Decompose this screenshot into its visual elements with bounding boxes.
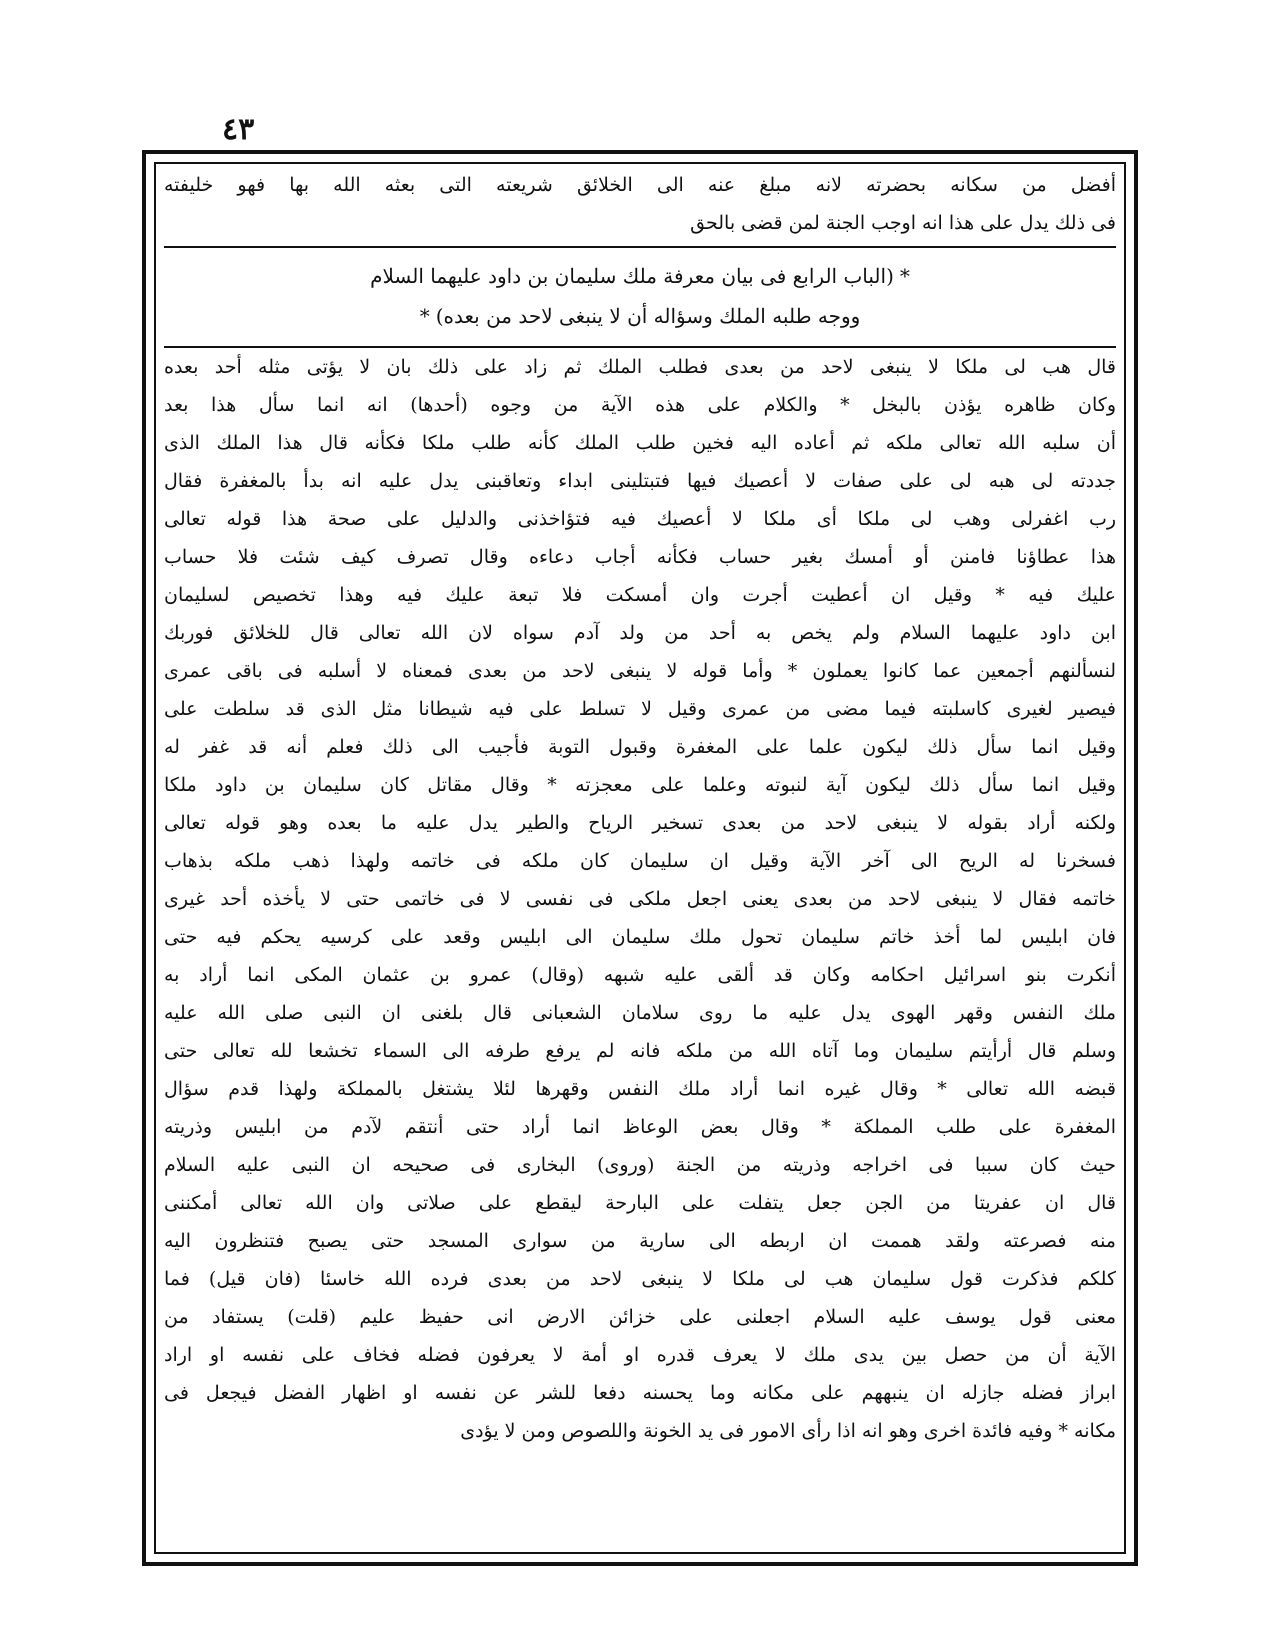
text-line: حيث كان سببا فى اخراجه وذريته من الجنة (وروى) البخارى فى صحيحه ان النبى عليه السلام xyxy=(164,1154,1116,1176)
text-line: جددته لى هبه لى على صفات لا أعصيك فيها فتبتلينى ابداء وتعاقبنى يدل عليه انه بدأ بالمغفرة فقال xyxy=(164,470,1116,492)
text-line: ابن داود عليهما السلام ولم يخص به أحد من ولد آدم سواه لان الله تعالى قال للخلائق فوربك xyxy=(164,622,1116,644)
text-line: هذا عطاؤنا فامنن أو أمسك بغير حساب فكأنه أجاب دعاءه وقال تصرف كيف شئت فلا حساب xyxy=(164,546,1116,568)
heading-text: (الباب الرابع فى بيان معرفة ملك سليمان بن داود عليهما السلام xyxy=(370,264,894,288)
chapter-heading xyxy=(164,248,1116,342)
text-line: قال هب لى ملكا لا ينبغى لاحد من بعدى فطلب الملك ثم زاد على ذلك بان لا يؤتى مثله أحد بعده xyxy=(164,356,1116,378)
text-line: مكانه * وفيه فائدة اخرى وهو انه اذا رأى الامور فى يد الخونة واللصوص ومن لا يؤدى xyxy=(460,1420,1116,1442)
text-line: رب اغفرلى وهب لى ملكا أى ملكا لا أعصيك فيه فتؤاخذنى والدليل على صحة هذا قوله تعالى xyxy=(164,508,1116,530)
text-line: فسخرنا له الريح الى آخر الآية وقيل ان سليمان كان ملكه فى خاتمه ولهذا ذهب ملكه بذهاب xyxy=(164,850,1116,872)
main-text-block xyxy=(164,348,1116,1450)
text-line: أنكرت بنو اسرائيل احكامه وكان قد ألقى عليه شبهه (وقال) عمرو بن عثمان المكى انما أراد به xyxy=(164,964,1116,986)
text-line: معنى قول يوسف عليه السلام اجعلنى على خزائن الارض انى حفيظ عليم (قلت) يستفاد من xyxy=(164,1306,1116,1328)
text-line: وقيل انما سأل ذلك ليكون علما على المغفرة وقبول التوبة فأجيب الى ذلك فعلم أنه قد غفر له xyxy=(164,736,1116,758)
intro-block xyxy=(164,166,1116,242)
heading-line xyxy=(164,296,1116,336)
text-line: لنسألنهم أجمعين عما كانوا يعملون * وأما قوله لا ينبغى لاحد من بعدى فمعناه لا أسلبه فى باقى عمرى xyxy=(164,660,1116,682)
text-line: الآية أن من حصل بين يدى ملك لا يعرف قدره او أمة لا يعرفون فضله فخاف على نفسه او اراد xyxy=(164,1344,1116,1366)
text-line: فى ذلك يدل على هذا انه اوجب الجنة لمن قضى بالحق xyxy=(690,212,1116,234)
text-line: أن سلبه الله تعالى ملكه ثم أعاده اليه فخين طلب الملك كأنه طلب ملكا فكأنه قال هذا الملك الذى xyxy=(164,432,1116,454)
text-line: خاتمه فقال لا ينبغى لاحد من بعدى يعنى اجعل ملكى فى نفسى لا فى خاتمى حتى لا يأخذه أحد غيرى xyxy=(164,888,1116,910)
text-line: وسلم قال أرأيتم سليمان وما آتاه الله من ملكه فانه لم يرفع طرفه الى السماء تخشعا لله تعالى حتى xyxy=(164,1040,1116,1062)
text-line: كلكم فذكرت قول سليمان هب لى ملكا لا ينبغى لاحد من بعدى فرده الله خاسئا (فان قيل) فما xyxy=(164,1268,1116,1290)
text-line: فيصير لغيرى كاسلبته فيما مضى من عمرى وقيل لا تسلط على فيه شيطانا مثل الذى قد سلطت على xyxy=(164,698,1116,720)
heading-marker: * xyxy=(419,304,430,328)
text-line: أفضل من سكانه بحضرته لانه مبلغ عنه الى الخلائق شريعته التى بعثه الله بها فهو خليفته xyxy=(164,174,1116,196)
heading-text: ووجه طلبه الملك وسؤاله أن لا ينبغى لاحد من بعده) xyxy=(435,304,861,328)
text-line: عليك فيه * وقيل ان أعطيت أجرت وان أمسكت فلا تبعة عليك فيه وهذا تخصيص لسليمان xyxy=(164,584,1116,606)
heading-marker: * xyxy=(899,264,910,288)
text-line: قال ان عفريتا من الجن جعل يتفلت على البارحة ليقطع على صلاتى وان الله تعالى أمكننى xyxy=(164,1192,1116,1214)
page-number: ٤٣ xyxy=(222,112,255,147)
text-line: ملك النفس وقهر الهوى يدل عليه ما روى سلامان الشعبانى قال بلغنى ان النبى صلى الله عليه xyxy=(164,1002,1116,1024)
text-line: ولكنه أراد بقوله لا ينبغى لاحد من بعدى تسخير الرياح والطير يدل عليه ما بعده وهو قوله تعالى xyxy=(164,812,1116,834)
page-body xyxy=(164,166,1116,1466)
text-line: المغفرة على طلب المملكة * وقال بعض الوعاظ انما أراد حتى أنتقم لآدم من ابليس وذريته xyxy=(164,1116,1116,1138)
text-line: فان ابليس لما أخذ خاتم سليمان تحول ملك سليمان الى ابليس وقعد على كرسيه يحكم فيه حتى xyxy=(164,926,1116,948)
text-line: وكان ظاهره يؤذن بالبخل * والكلام على هذه الآية من وجوه (أحدها) انه انما سأل هذا بعد xyxy=(164,394,1116,416)
text-line: منه فصرعته ولقد هممت ان اربطه الى سارية من سوارى المسجد حتى يصبح فتنظرون اليه xyxy=(164,1230,1116,1252)
text-line: وقيل انما سأل ذلك ليكون آية لنبوته وعلما على معجزته * وقال مقاتل كان سليمان بن داود ملكا xyxy=(164,774,1116,796)
heading-line xyxy=(164,256,1116,296)
text-line: قبضه الله تعالى * وقال غيره انما أراد ملك النفس وقهرها لئلا يشتغل بالمملكة ولهذا قدم سؤال xyxy=(164,1078,1116,1100)
text-line: ابراز فضله جازله ان ينبههم على مكانه وما يحسنه دفعا للشر عن نفسه او اظهار الفضل فيجعل فى xyxy=(164,1382,1116,1404)
